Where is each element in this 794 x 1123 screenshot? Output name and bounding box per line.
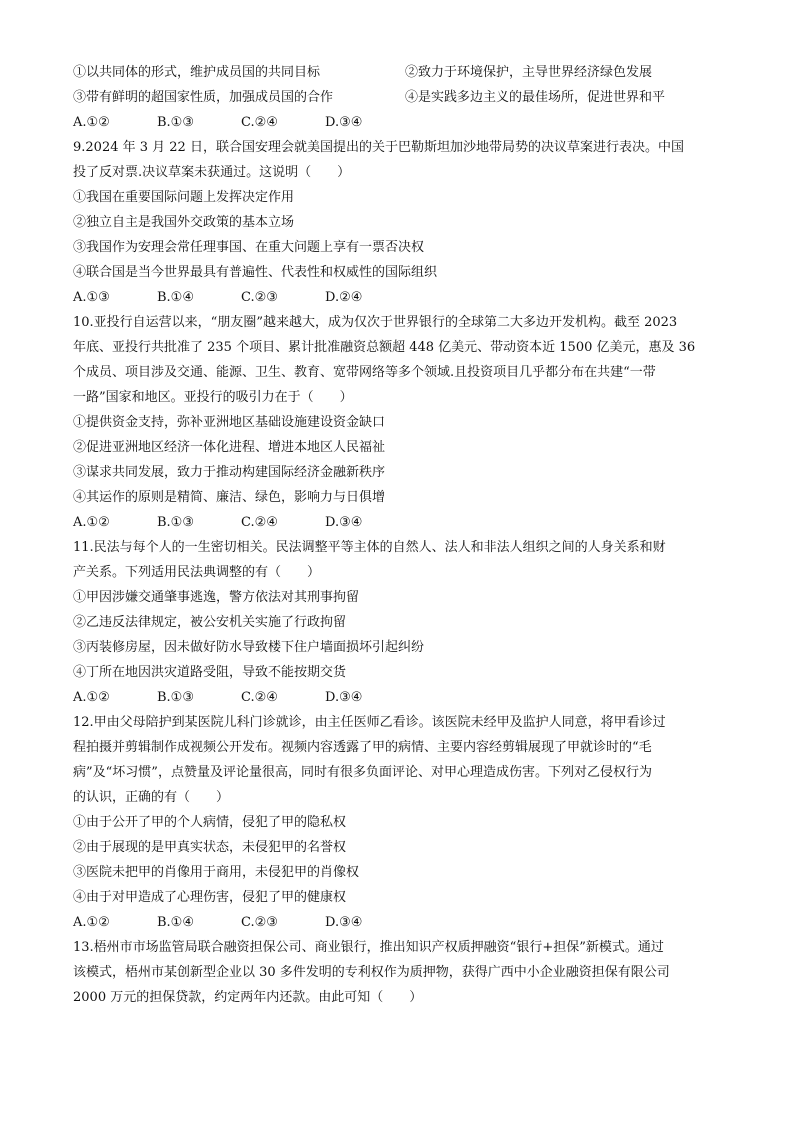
option-4: ④是实践多边主义的最佳场所，促进世界和平 [405, 90, 666, 105]
choice-d: D.③④ [325, 115, 363, 130]
question-stem: 产关系。下列适用民法典调整的有（ ） [73, 565, 321, 580]
question-stem: 个成员、项目涉及交通、能源、卫生、教育、宽带网络等多个领域.且投资项目几乎都分布在共建“一带 [73, 365, 656, 380]
option-3: ③我国作为安理会常任理事国、在重大问题上享有一票否决权 [73, 240, 425, 255]
option-4: ④其运作的原则是精简、廉洁、绿色，影响力与日俱增 [73, 490, 386, 505]
choice-c: C.②④ [241, 515, 278, 530]
option-1: ①由于公开了甲的个人病情，侵犯了甲的隐私权 [73, 815, 347, 830]
question-stem: 病”及“坏习惯”，点赞量及评论量很高，同时有很多负面评论、对甲心理造成伤害。下列对乙侵权行为 [73, 765, 652, 780]
choice-c: C.②④ [241, 115, 278, 130]
question-stem: 2000 万元的担保贷款，约定两年内还款。由此可知（ ） [73, 990, 423, 1005]
choice-a: A.①② [73, 690, 110, 705]
question-stem: 12.甲由父母陪护到某医院儿科门诊就诊，由主任医师乙看诊。该医院未经甲及监护人同意，将甲看诊过 [73, 715, 666, 730]
option-1: ①甲因涉嫌交通肇事逃逸，警方依法对其刑事拘留 [73, 590, 360, 605]
choice-b: B.①④ [157, 915, 194, 930]
option-3: ③带有鲜明的超国家性质，加强成员国的合作 [73, 90, 334, 105]
answer-choices [73, 110, 721, 135]
answer-choices [73, 510, 721, 535]
answer-choices [73, 285, 721, 310]
question-12 [73, 710, 721, 935]
choice-a: A.①② [73, 915, 110, 930]
choice-b: B.①③ [157, 690, 194, 705]
choice-b: B.①③ [157, 515, 194, 530]
option-2: ②独立自主是我国外交政策的基本立场 [73, 215, 295, 230]
question-stem: 年底、亚投行共批准了 235 个项目、累计批准融资总额超 448 亿美元、带动资本近 1500 亿美元，惠及 36 [73, 340, 696, 355]
question-stem: 程拍摄并剪辑制作成视频公开发布。视频内容透露了甲的病情、主要内容经剪辑展现了甲就诊时的“毛 [73, 740, 652, 755]
option-1: ①提供资金支持，弥补亚洲地区基础设施建设资金缺口 [73, 415, 386, 430]
option-row [73, 85, 721, 110]
choice-d: D.③④ [325, 690, 363, 705]
choice-b: B.①④ [157, 290, 194, 305]
question-10 [73, 310, 721, 535]
question-stem: 投了反对票.决议草案未获通过。这说明（ ） [73, 165, 351, 180]
option-1: ①我国在重要国际问题上发挥决定作用 [73, 190, 295, 205]
option-2: ②促进亚洲地区经济一体化进程、增进本地区人民福祉 [73, 440, 386, 455]
choice-a: A.①② [73, 115, 110, 130]
option-2: ②由于展现的是甲真实状态，未侵犯甲的名誉权 [73, 840, 347, 855]
option-2: ②致力于环境保护，主导世界经济绿色发展 [405, 65, 653, 80]
question-13 [73, 935, 721, 1010]
choice-b: B.①③ [157, 115, 194, 130]
question-stem: 11.民法与每个人的一生密切相关。民法调整平等主体的自然人、法人和非法人组织之间的人身关系和财 [73, 540, 666, 555]
choice-a: A.①③ [73, 290, 110, 305]
question-9 [73, 135, 721, 310]
question-11 [73, 535, 721, 710]
choice-c: C.②③ [241, 915, 278, 930]
option-4: ④丁所在地因洪灾道路受阻，导致不能按期交货 [73, 665, 347, 680]
choice-d: D.②④ [325, 290, 363, 305]
question-stem: 10.亚投行自运营以来，“朋友圈”越来越大，成为仅次于世界银行的全球第二大多边开发机构。截至 2023 [73, 315, 678, 330]
question-stem: 该模式，梧州市某创新型企业以 30 多件发明的专利权作为质押物，获得广西中小企业融资担保有限公司 [73, 965, 670, 980]
option-row [73, 60, 721, 85]
question-stem: 9.2024 年 3 月 22 日，联合国安理会就美国提出的关于巴勒斯坦加沙地带局势的决议草案进行表决。中国 [73, 140, 684, 155]
answer-choices [73, 910, 721, 935]
choice-a: A.①② [73, 515, 110, 530]
choice-c: C.②④ [241, 690, 278, 705]
choice-d: D.③④ [325, 515, 363, 530]
option-4: ④由于对甲造成了心理伤害，侵犯了甲的健康权 [73, 890, 347, 905]
option-4: ④联合国是当今世界最具有普遍性、代表性和权威性的国际组织 [73, 265, 438, 280]
answer-choices [73, 685, 721, 710]
option-3: ③丙装修房屋，因未做好防水导致楼下住户墙面损坏引起纠纷 [73, 640, 425, 655]
choice-d: D.③④ [325, 915, 363, 930]
exam-page [73, 60, 721, 1010]
question-stem: 的认识，正确的有（ ） [73, 790, 230, 805]
choice-c: C.②③ [241, 290, 278, 305]
option-1: ①以共同体的形式，维护成员国的共同目标 [73, 65, 321, 80]
question-stem: 13.梧州市市场监管局联合融资担保公司、商业银行，推出知识产权质押融资“银行+担保”新模式。通过 [73, 940, 664, 955]
option-3: ③谋求共同发展，致力于推动构建国际经济金融新秩序 [73, 465, 386, 480]
option-3: ③医院未把甲的肖像用于商用，未侵犯甲的肖像权 [73, 865, 360, 880]
option-2: ②乙违反法律规定，被公安机关实施了行政拘留 [73, 615, 347, 630]
question-stem: 一路”国家和地区。亚投行的吸引力在于（ ） [73, 390, 353, 405]
